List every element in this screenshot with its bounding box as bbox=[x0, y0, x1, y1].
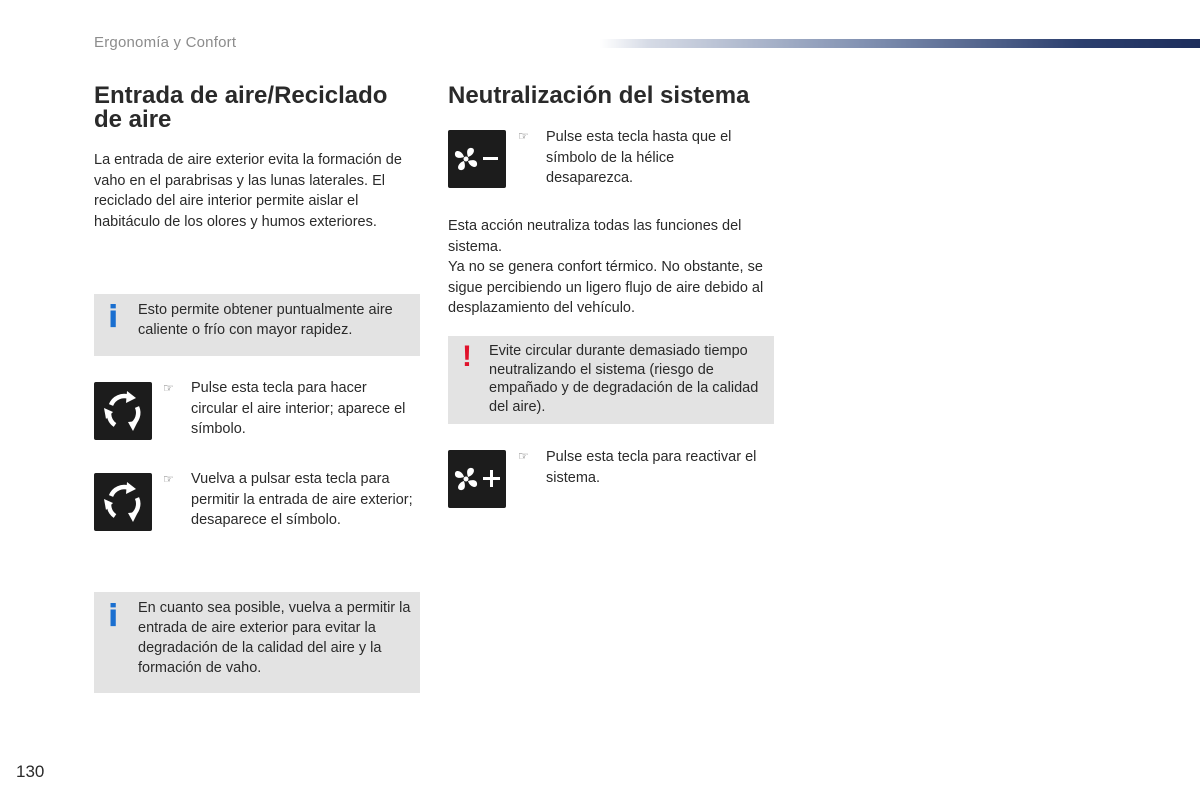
air-intake-key bbox=[94, 473, 152, 531]
fan-plus-icon bbox=[452, 459, 502, 499]
left-intro-text: La entrada de aire exterior evita la formación de vaho en el parabrisas y las lunas laterales. El reciclado del aire interior permite aislar el habitáculo de los olores y humos exteriores. bbox=[94, 152, 402, 230]
header-gradient-rule bbox=[600, 39, 1200, 48]
page-number: 130 bbox=[16, 762, 45, 781]
fan-off-key bbox=[448, 130, 506, 188]
air-recirculation-icon bbox=[100, 388, 146, 434]
air-recirculation-icon bbox=[100, 479, 146, 525]
warning-icon: ! bbox=[462, 340, 472, 373]
right-section-title: Neutralización del sistema bbox=[448, 82, 750, 109]
left-step-2-text: Vuelva a pulsar esta tecla para permitir la entrada de aire exterior; desaparece el símbolo. bbox=[191, 471, 413, 528]
info-icon: i bbox=[108, 300, 119, 335]
left-step-1-text: Pulse esta tecla para hacer circular el aire interior; aparece el símbolo. bbox=[191, 380, 406, 437]
air-recirculation-key bbox=[94, 382, 152, 440]
right-step-2-text: Pulse esta tecla para reactivar el sistema. bbox=[546, 449, 757, 486]
info-note-2 bbox=[94, 592, 420, 693]
fan-minus-icon bbox=[452, 139, 502, 179]
warning-note-text: Evite circular durante demasiado tiempo neutralizando el sistema (riesgo de empañado y de degradación de la calidad del aire). bbox=[489, 343, 759, 415]
right-paragraph-1: Esta acción neutraliza todas las funciones del sistema. bbox=[448, 218, 742, 255]
right-paragraph-2: Ya no se genera confort térmico. No obstante, se sigue percibiendo un ligero flujo de aire debido al desplazamiento del vehículo. bbox=[448, 259, 764, 316]
left-section-title: Entrada de aire/Reciclado de aire bbox=[94, 82, 388, 133]
info-note-2-text: En cuanto sea posible, vuelva a permitir la entrada de aire exterior para evitar la degradación de la calidad del aire y la formación de vaho. bbox=[138, 600, 411, 676]
info-icon: i bbox=[108, 599, 119, 634]
info-note-1 bbox=[94, 294, 420, 356]
right-step-1-text: Pulse esta tecla hasta que el símbolo de la hélice desaparezca. bbox=[546, 129, 732, 186]
warning-note bbox=[448, 336, 774, 424]
fan-on-key bbox=[448, 450, 506, 508]
pointer-bullet: ☞ bbox=[163, 472, 174, 486]
pointer-bullet: ☞ bbox=[163, 381, 174, 395]
section-header: Ergonomía y Confort bbox=[94, 34, 237, 51]
pointer-bullet: ☞ bbox=[518, 129, 529, 143]
info-note-1-text: Esto permite obtener puntualmente aire caliente o frío con mayor rapidez. bbox=[138, 302, 393, 338]
pointer-bullet: ☞ bbox=[518, 449, 529, 463]
